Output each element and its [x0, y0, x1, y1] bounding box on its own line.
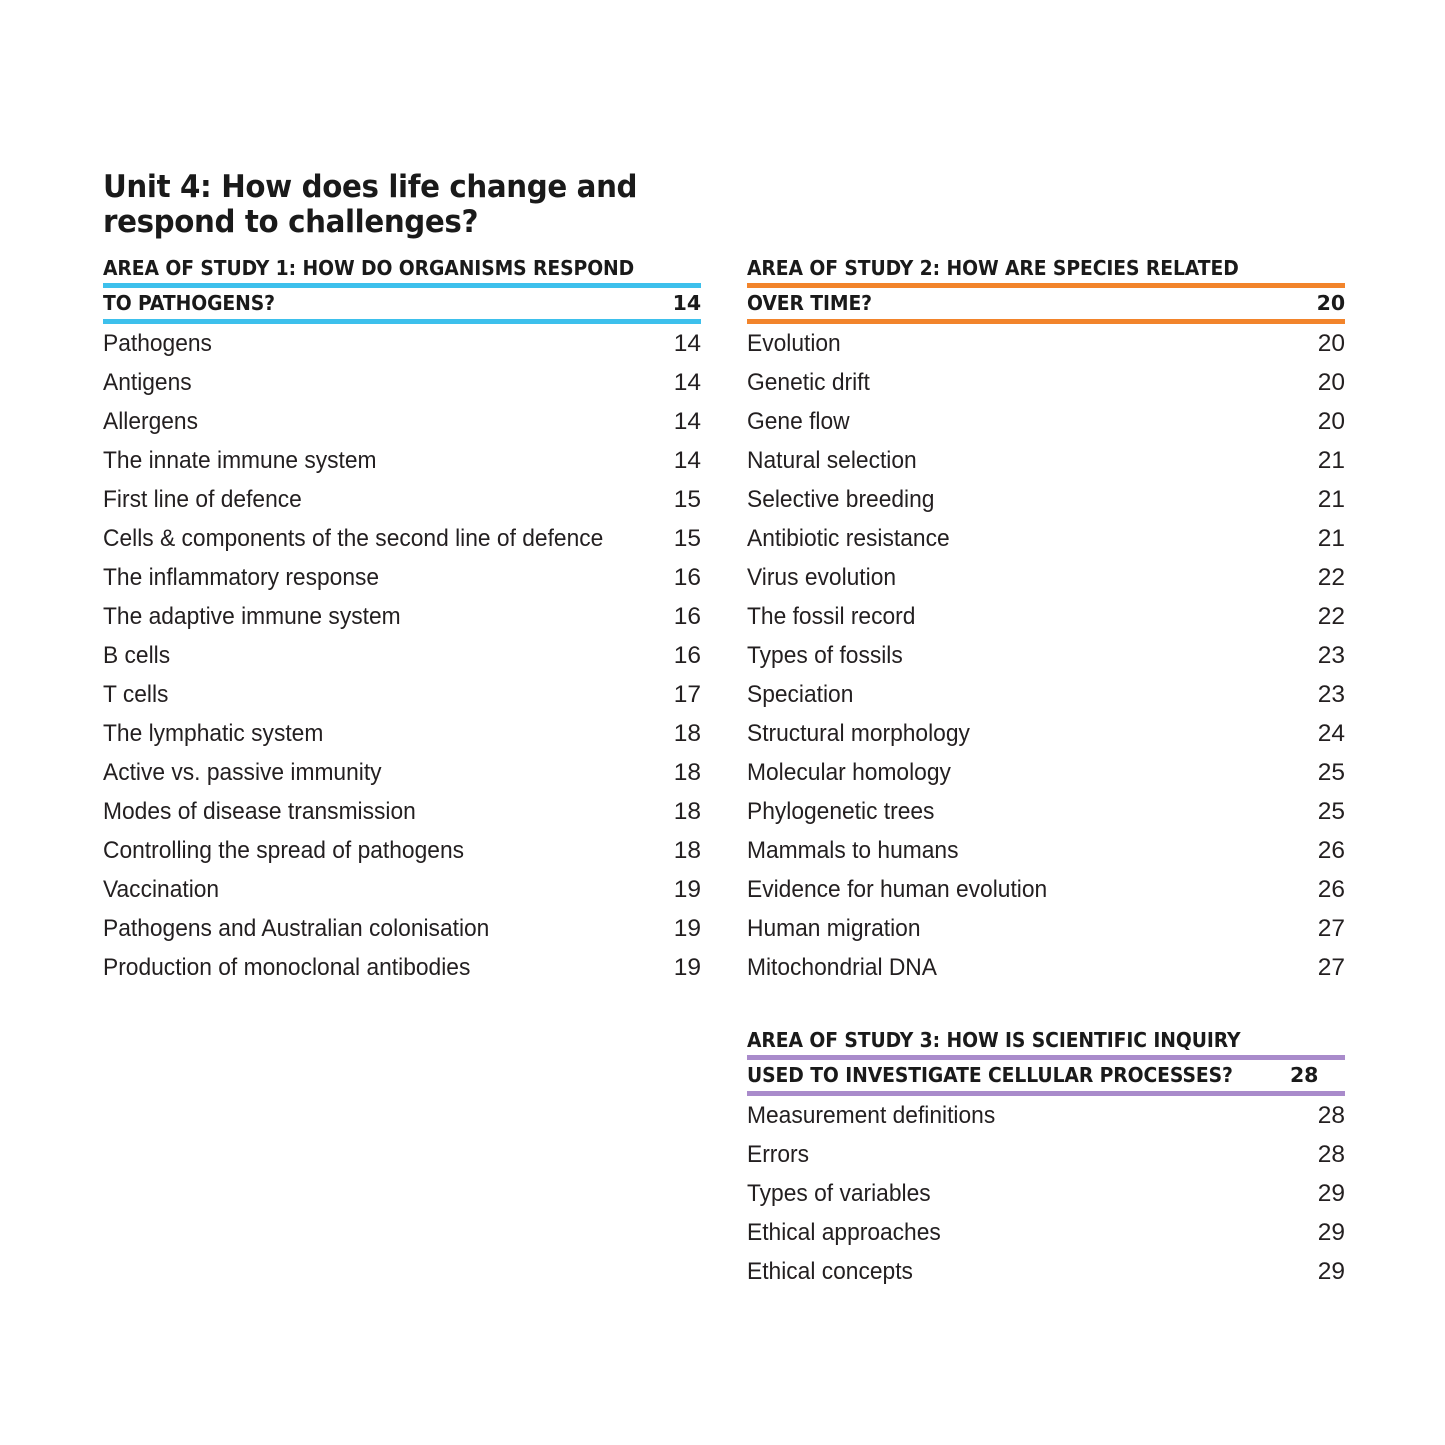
toc-entry-label: The adaptive immune system	[103, 602, 401, 630]
toc-entry[interactable]	[747, 719, 1345, 761]
toc-entry-page-number: 16	[673, 563, 701, 591]
toc-entry-label: Mitochondrial DNA	[747, 953, 937, 981]
toc-entry[interactable]	[747, 485, 1345, 527]
toc-entry[interactable]	[747, 914, 1345, 956]
toc-entry-page-number: 29	[1317, 1218, 1345, 1246]
toc-entry[interactable]	[747, 836, 1345, 878]
toc-entry-label: The fossil record	[747, 602, 916, 630]
aos2-heading-text-2: OVER TIME?	[747, 291, 872, 316]
toc-entry-label: Evolution	[747, 329, 841, 357]
toc-entry[interactable]	[747, 1179, 1345, 1221]
toc-entry-label: The lymphatic system	[103, 719, 324, 747]
toc-entry-label: Controlling the spread of pathogens	[103, 836, 465, 864]
toc-entry-label: Allergens	[103, 407, 198, 435]
toc-entry-page-number: 22	[1317, 602, 1345, 630]
toc-entry-page-number: 19	[673, 953, 701, 981]
toc-entry-label: Types of fossils	[747, 641, 903, 669]
toc-entry-page-number: 21	[1317, 446, 1345, 474]
toc-entry-page-number: 18	[673, 797, 701, 825]
toc-entry-page-number: 16	[673, 641, 701, 669]
aos3-heading-line-2	[747, 1060, 1345, 1096]
toc-entry[interactable]	[103, 719, 701, 761]
toc-columns	[103, 253, 1355, 1299]
toc-entry-label: Speciation	[747, 680, 854, 708]
toc-entry-label: Ethical concepts	[747, 1257, 913, 1285]
aos2-page-number: 20	[1316, 291, 1345, 316]
toc-entry[interactable]	[747, 563, 1345, 605]
toc-entry-page-number: 23	[1317, 680, 1345, 708]
aos1-heading-line-1	[103, 253, 701, 289]
toc-entry[interactable]	[103, 680, 701, 722]
page-title: Unit 4: How does life change and respond to challenges?	[103, 169, 638, 241]
toc-entry-page-number: 15	[673, 485, 701, 513]
toc-entry-label: Phylogenetic trees	[747, 797, 935, 825]
toc-column-right	[747, 253, 1345, 1299]
toc-entry-page-number: 25	[1317, 797, 1345, 825]
toc-entry-label: Structural morphology	[747, 719, 970, 747]
toc-entry-label: Evidence for human evolution	[747, 875, 1048, 903]
aos3-heading-text-1: AREA OF STUDY 3: HOW IS SCIENTIFIC INQUIRY	[747, 1027, 1241, 1052]
aos2-heading-line-1	[747, 253, 1345, 289]
toc-entry-label: Gene flow	[747, 407, 850, 435]
toc-entry-page-number: 26	[1317, 875, 1345, 903]
toc-entry[interactable]	[103, 563, 701, 605]
toc-entry-page-number: 28	[1317, 1140, 1345, 1168]
aos1-page-number: 14	[672, 291, 701, 316]
toc-entry-page-number: 17	[673, 680, 701, 708]
toc-entry-label: T cells	[103, 680, 169, 708]
toc-entry-label: Types of variables	[747, 1179, 931, 1207]
toc-entry-label: Antibiotic resistance	[747, 524, 950, 552]
toc-entry-label: Active vs. passive immunity	[103, 758, 382, 786]
toc-entry-page-number: 25	[1317, 758, 1345, 786]
toc-entry-page-number: 29	[1317, 1257, 1345, 1285]
toc-entry-page-number: 26	[1317, 836, 1345, 864]
toc-entry-page-number: 28	[1317, 1101, 1345, 1129]
area-of-study-2-heading[interactable]	[747, 253, 1345, 324]
toc-column-left	[103, 253, 701, 995]
toc-entry-page-number: 20	[1317, 407, 1345, 435]
toc-entry[interactable]	[103, 602, 701, 644]
toc-entry[interactable]	[103, 758, 701, 800]
aos1-heading-text-2: TO PATHOGENS?	[103, 291, 275, 316]
toc-entry[interactable]	[747, 1101, 1345, 1143]
toc-entry[interactable]	[103, 368, 701, 410]
toc-entry[interactable]	[103, 485, 701, 527]
toc-entry[interactable]	[747, 953, 1345, 995]
toc-entry-label: Selective breeding	[747, 485, 935, 513]
toc-entry-page-number: 29	[1317, 1179, 1345, 1207]
toc-entry-page-number: 14	[673, 329, 701, 357]
toc-entry[interactable]	[103, 953, 701, 995]
toc-entry-label: Measurement definitions	[747, 1101, 996, 1129]
toc-entry-page-number: 22	[1317, 563, 1345, 591]
toc-entry[interactable]	[103, 914, 701, 956]
aos1-entry-list	[103, 329, 701, 995]
toc-entry[interactable]	[747, 407, 1345, 449]
toc-entry-label: Genetic drift	[747, 368, 870, 396]
toc-entry-label: Pathogens and Australian colonisation	[103, 914, 490, 942]
toc-entry[interactable]	[747, 758, 1345, 800]
toc-entry-page-number: 19	[673, 914, 701, 942]
toc-entry[interactable]	[103, 524, 701, 566]
toc-entry-page-number: 21	[1317, 524, 1345, 552]
toc-entry[interactable]	[103, 407, 701, 449]
toc-entry-page-number: 20	[1317, 329, 1345, 357]
toc-entry[interactable]	[103, 446, 701, 488]
toc-entry-page-number: 16	[673, 602, 701, 630]
toc-entry-page-number: 14	[673, 446, 701, 474]
toc-entry[interactable]	[747, 368, 1345, 410]
toc-entry-page-number: 23	[1317, 641, 1345, 669]
toc-entry-label: Modes of disease transmission	[103, 797, 416, 825]
toc-entry-page-number: 27	[1317, 914, 1345, 942]
toc-entry-label: Virus evolution	[747, 563, 897, 591]
toc-entry[interactable]	[103, 329, 701, 371]
toc-entry-label: Molecular homology	[747, 758, 951, 786]
toc-entry[interactable]	[103, 641, 701, 683]
toc-entry[interactable]	[747, 602, 1345, 644]
aos3-page-number: 28	[1289, 1063, 1319, 1088]
toc-entry-page-number: 18	[673, 758, 701, 786]
toc-entry-label: Cells & components of the second line of defence	[103, 524, 604, 552]
aos2-heading-line-2	[747, 288, 1345, 324]
toc-entry-page-number: 21	[1317, 485, 1345, 513]
toc-entry-page-number: 19	[673, 875, 701, 903]
toc-entry-page-number: 20	[1317, 368, 1345, 396]
toc-entry-label: Errors	[747, 1140, 810, 1168]
toc-entry-label: Natural selection	[747, 446, 917, 474]
toc-entry[interactable]	[747, 875, 1345, 917]
toc-entry[interactable]	[103, 797, 701, 839]
aos2-heading-text-1: AREA OF STUDY 2: HOW ARE SPECIES RELATED	[747, 255, 1239, 280]
toc-entry[interactable]	[747, 329, 1345, 371]
toc-entry[interactable]	[747, 1257, 1345, 1299]
toc-entry-page-number: 27	[1317, 953, 1345, 981]
toc-entry-label: The inflammatory response	[103, 563, 380, 591]
toc-entry-label: Vaccination	[103, 875, 220, 903]
toc-entry-page-number: 18	[673, 836, 701, 864]
toc-entry[interactable]	[747, 524, 1345, 566]
toc-entry-label: Mammals to humans	[747, 836, 959, 864]
toc-entry-page-number: 24	[1317, 719, 1345, 747]
aos1-heading-line-2	[103, 288, 701, 324]
toc-entry-label: Human migration	[747, 914, 921, 942]
aos3-entry-list	[747, 1101, 1345, 1299]
toc-entry-label: Production of monoclonal antibodies	[103, 953, 471, 981]
toc-entry[interactable]	[747, 797, 1345, 839]
toc-entry-page-number: 14	[673, 407, 701, 435]
area-of-study-3-heading[interactable]	[747, 1025, 1345, 1096]
toc-entry[interactable]	[747, 1140, 1345, 1182]
toc-entry[interactable]	[747, 680, 1345, 722]
toc-entry-label: Ethical approaches	[747, 1218, 941, 1246]
toc-entry-label: The innate immune system	[103, 446, 377, 474]
aos2-entry-list	[747, 329, 1345, 995]
toc-entry[interactable]	[103, 836, 701, 878]
toc-entry-label: Antigens	[103, 368, 192, 396]
section-spacer	[747, 995, 1345, 1025]
toc-entry[interactable]	[747, 641, 1345, 683]
toc-entry-label: Pathogens	[103, 329, 212, 357]
toc-entry[interactable]	[747, 1218, 1345, 1260]
aos3-heading-text-2: USED TO INVESTIGATE CELLULAR PROCESSES?	[747, 1063, 1233, 1088]
toc-entry-page-number: 15	[673, 524, 701, 552]
area-of-study-1-heading[interactable]	[103, 253, 701, 324]
toc-entry-page-number: 14	[673, 368, 701, 396]
toc-entry[interactable]	[103, 875, 701, 917]
aos3-heading-line-1	[747, 1025, 1345, 1061]
aos1-heading-text-1: AREA OF STUDY 1: HOW DO ORGANISMS RESPOND	[103, 255, 635, 280]
toc-entry-label: B cells	[103, 641, 171, 669]
toc-entry-page-number: 18	[673, 719, 701, 747]
toc-entry-label: First line of defence	[103, 485, 302, 513]
toc-entry[interactable]	[747, 446, 1345, 488]
